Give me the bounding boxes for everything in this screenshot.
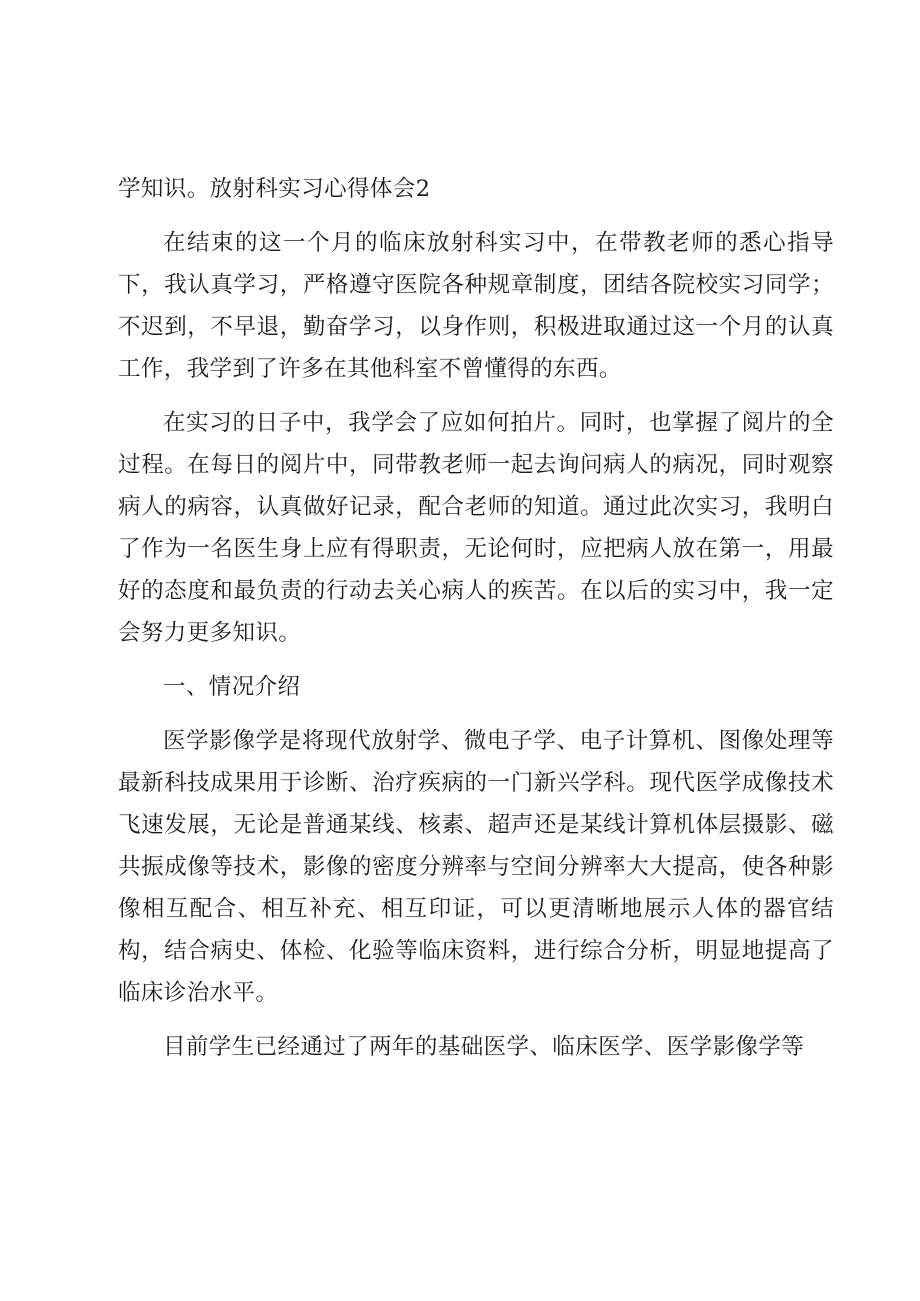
- paragraph-continuation: 学知识。放射科实习心得体会2: [118, 176, 431, 202]
- paragraph-film-reading: 在实习的日子中，我学会了应如何拍片。同时，也掌握了阅片的全过程。在每日的阅片中，同带教老师一起去询问病人的病况，同时观察病人的病容，认真做好记录，配合老师的知道。通过此次实习，我明白了作为一名医生身上应有得职责，无论何时，应把病人放在第一，用最好的态度和最负责的行动去关心病人的疾苦。在以后的实习中，我一定会努力更多知识。: [118, 410, 834, 646]
- paragraph-medical-imaging: 医学影像学是将现代放射学、微电子学、电子计算机、图像处理等最新科技成果用于诊断、治疗疾病的一门新兴学科。现代医学成像技术飞速发展，无论是普通某线、核素、超声还是某线计算机体层摄影、磁共振成像等技术，影像的密度分辨率与空间分辨率大大提高，使各种影像相互配合、相互补充、相互印证，可以更清晰地展示人体的器官结构，结合病史、体检、化验等临床资料，进行综合分析，明显地提高了临床诊治水平。: [118, 728, 834, 1006]
- document-body: [118, 168, 834, 1068]
- paragraph-internship-summary: 在结束的这一个月的临床放射科实习中，在带教老师的悉心指导下，我认真学习，严格遵守医院各种规章制度，团结各院校实习同学；不迟到，不早退，勤奋学习，以身作则，积极进取通过这一个月的认真工作，我学到了许多在其他科室不曾懂得的东西。: [118, 230, 834, 382]
- paragraph-students-status: 目前学生已经通过了两年的基础医学、临床医学、医学影像学等: [163, 1034, 805, 1060]
- section-heading-situation: 一、情况介绍: [163, 674, 301, 700]
